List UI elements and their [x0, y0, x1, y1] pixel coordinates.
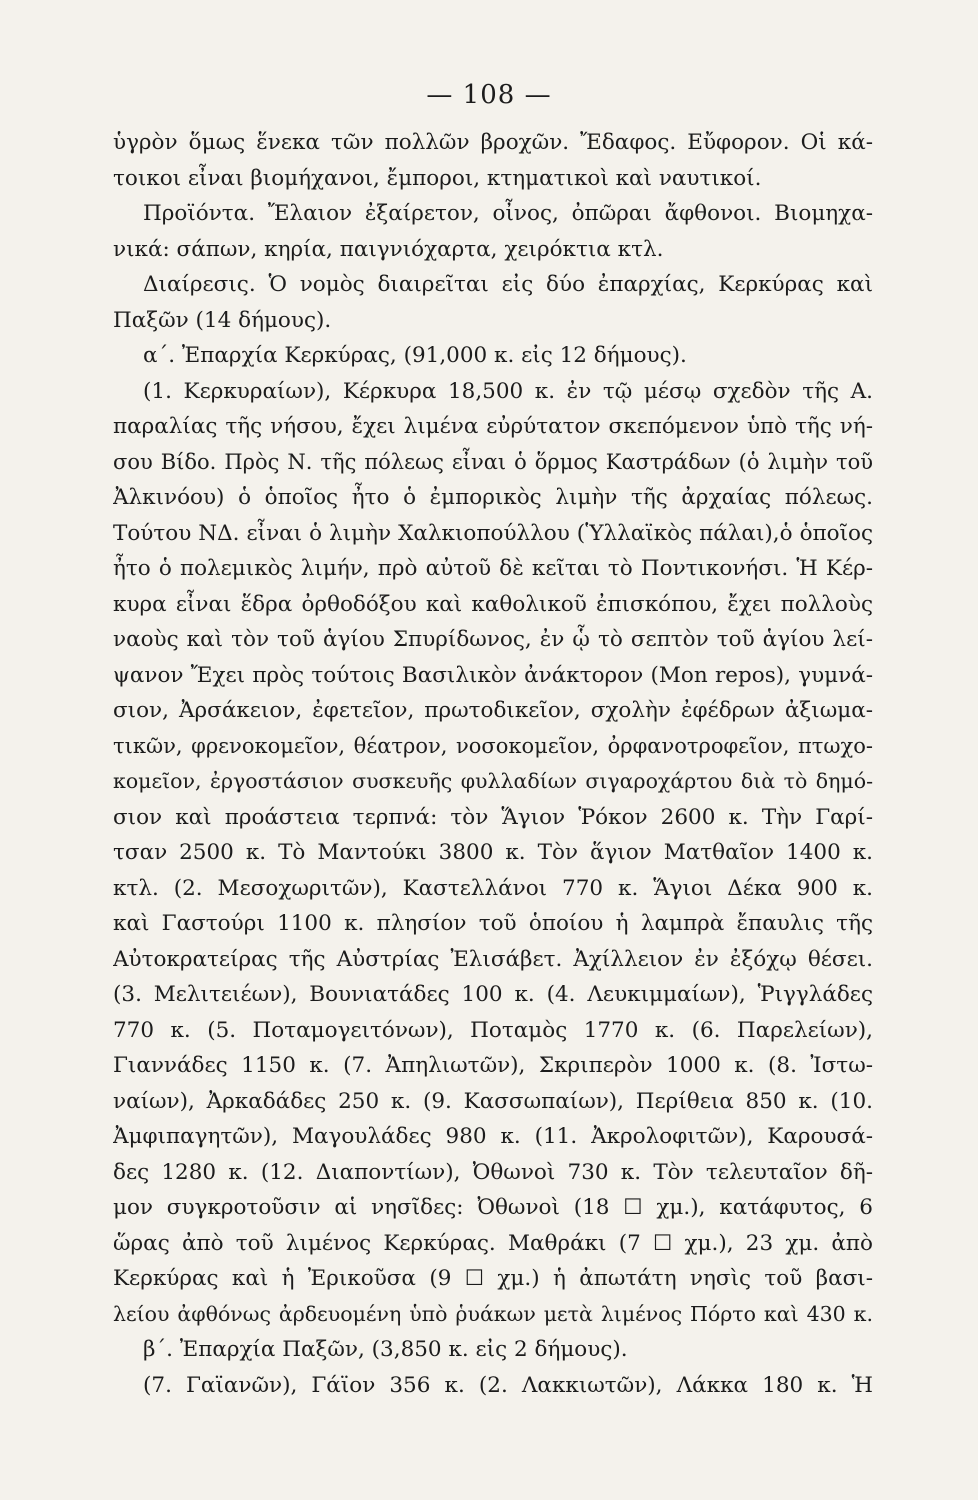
text-line: τικῶν, φρενοκομεῖον, θέατρον, νοσοκομεῖον, ὀρφανοτροφεῖον, πτωχο-	[113, 733, 873, 758]
page-number: — 108 —	[426, 80, 552, 110]
text-line: Ἀλκινόου) ὁ ὁποῖος ἦτο ὁ ἐμπορικὸς λιμὴν τῆς ἀρχαίας πόλεως.	[113, 485, 873, 510]
text-line: παραλίας τῆς νήσου, ἔχει λιμένα εὐρύτατον σκεπόμενον ὑπὸ τῆς νή-	[113, 414, 873, 439]
body-text	[113, 125, 873, 1403]
text-line: σιον καὶ προάστεια τερπνά: τὸν Ἅγιον Ῥόκον 2600 κ. Τὴν Γαρί-	[113, 804, 873, 830]
text-line: κτλ. (2. Μεσοχωριτῶν), Καστελλάνοι 770 κ. Ἅγιοι Δέκα 900 κ.	[113, 875, 873, 901]
text-line: κυρα εἶναι ἕδρα ὀρθοδόξου καὶ καθολικοῦ ἐπισκόπου, ἔχει πολλοὺς	[113, 591, 873, 617]
text-line: Τούτου ΝΔ. εἶναι ὁ λιμὴν Χαλκιοπούλλου (Ὑλλαϊκὸς πάλαι),ὁ ὁποῖος	[113, 520, 873, 546]
text-line: δες 1280 κ. (12. Διαποντίων), Ὀθωνοὶ 730 κ. Τὸν τελευταῖον δῆ-	[113, 1159, 873, 1185]
text-line: λείου ἀφθόνως ἀρδευομένη ὑπὸ ῥυάκων μετὰ λιμένος Πόρτο καὶ 430 κ.	[113, 1301, 873, 1326]
text-line: (1. Κερκυραίων), Κέρκυρα 18,500 κ. ἐν τῷ μέσῳ σχεδὸν τῆς Α.	[143, 378, 873, 404]
text-line: α΄. Ἐπαρχία Κερκύρας, (91,000 κ. εἰς 12 δήμους).	[143, 343, 687, 368]
text-line: τοικοι εἶναι βιομήχανοι, ἔμποροι, κτηματικοὶ καὶ ναυτικοί.	[113, 165, 762, 191]
text-line: 770 κ. (5. Ποταμογειτόνων), Ποταμὸς 1770 κ. (6. Παρελείων),	[113, 1017, 873, 1043]
text-line: καὶ Γαστούρι 1100 κ. πλησίον τοῦ ὁποίου ἡ λαμπρὰ ἔπαυλις τῆς	[113, 911, 873, 936]
text-line: β΄. Ἐπαρχία Παξῶν, (3,850 κ. εἰς 2 δήμους).	[143, 1337, 628, 1362]
text-line: τσαν 2500 κ. Τὸ Μαντούκι 3800 κ. Τὸν ἅγιον Ματθαῖον 1400 κ.	[113, 840, 873, 865]
text-line: Ἀμφιπαγητῶν), Μαγουλάδες 980 κ. (11. Ἀκρολοφιτῶν), Καρουσά-	[113, 1124, 873, 1149]
text-line: ἦτο ὁ πολεμικὸς λιμήν, πρὸ αὐτοῦ δὲ κεῖται τὸ Ποντικονήσι. Ἡ Κέρ-	[113, 556, 873, 581]
text-line: μον συγκροτοῦσιν αἱ νησῖδες: Ὀθωνοὶ (18 ☐ χμ.), κατάφυτος, 6	[113, 1195, 873, 1220]
text-line: ναοὺς καὶ τὸν τοῦ ἁγίου Σπυρίδωνος, ἐν ᾧ τὸ σεπτὸν τοῦ ἁγίου λεί-	[113, 627, 873, 652]
text-line: ψανον Ἔχει πρὸς τούτοις Βασιλικὸν ἀνάκτορον (Mon repos), γυμνά-	[113, 662, 873, 688]
text-line: νικά: σάπων, κηρία, παιγνιόχαρτα, χειρόκτια κτλ.	[113, 236, 664, 262]
text-line: σιον, Ἀρσάκειον, ἐφετεῖον, πρωτοδικεῖον, σχολὴν ἐφέδρων ἀξιωμα-	[113, 698, 873, 723]
text-line: Παξῶν (14 δήμους).	[113, 307, 332, 333]
text-line: ὑγρὸν ὅμως ἕνεκα τῶν πολλῶν βροχῶν. Ἔδαφος. Εὔφορον. Οἱ κά-	[113, 130, 873, 155]
text-line: σου Βίδο. Πρὸς Ν. τῆς πόλεως εἶναι ὁ ὅρμος Καστράδων (ὁ λιμὴν τοῦ	[113, 449, 873, 474]
text-line: (3. Μελιτειέων), Βουνιατάδες 100 κ. (4. Λευκιμμαίων), Ῥιγγλάδες	[113, 982, 873, 1007]
text-line: Προϊόντα. Ἔλαιον ἐξαίρετον, οἶνος, ὀπῶραι ἄφθονοι. Βιομηχα-	[143, 201, 873, 226]
text-line: Διαίρεσις. Ὁ νομὸς διαιρεῖται εἰς δύο ἐπαρχίας, Κερκύρας καὶ	[143, 272, 873, 297]
text-line: Γιαννάδες 1150 κ. (7. Ἀπηλιωτῶν), Σκριπερὸν 1000 κ. (8. Ἰστω-	[113, 1053, 873, 1078]
text-line: ναίων), Ἀρκαδάδες 250 κ. (9. Κασσωπαίων), Περίθεια 850 κ. (10.	[113, 1088, 873, 1114]
text-line: κομεῖον, ἐργοστάσιον συσκευῆς φυλλαδίων σιγαροχάρτου διὰ τὸ δημό-	[113, 769, 873, 793]
text-line: Αὐτοκρατείρας τῆς Αὐστρίας Ἐλισάβετ. Ἀχίλλειον ἐν ἐξόχῳ θέσει.	[113, 946, 873, 972]
text-line: (7. Γαϊανῶν), Γάϊον 356 κ. (2. Λακκιωτῶν), Λάκκα 180 κ. Ἡ	[143, 1372, 873, 1398]
text-line: Κερκύρας καὶ ἡ Ἐρικοῦσα (9 ☐ χμ.) ἡ ἀπωτάτη νησὶς τοῦ βασι-	[113, 1266, 873, 1291]
text-line: ὥρας ἀπὸ τοῦ λιμένος Κερκύρας. Μαθράκι (7 ☐ χμ.), 23 χμ. ἀπὸ	[113, 1230, 873, 1256]
